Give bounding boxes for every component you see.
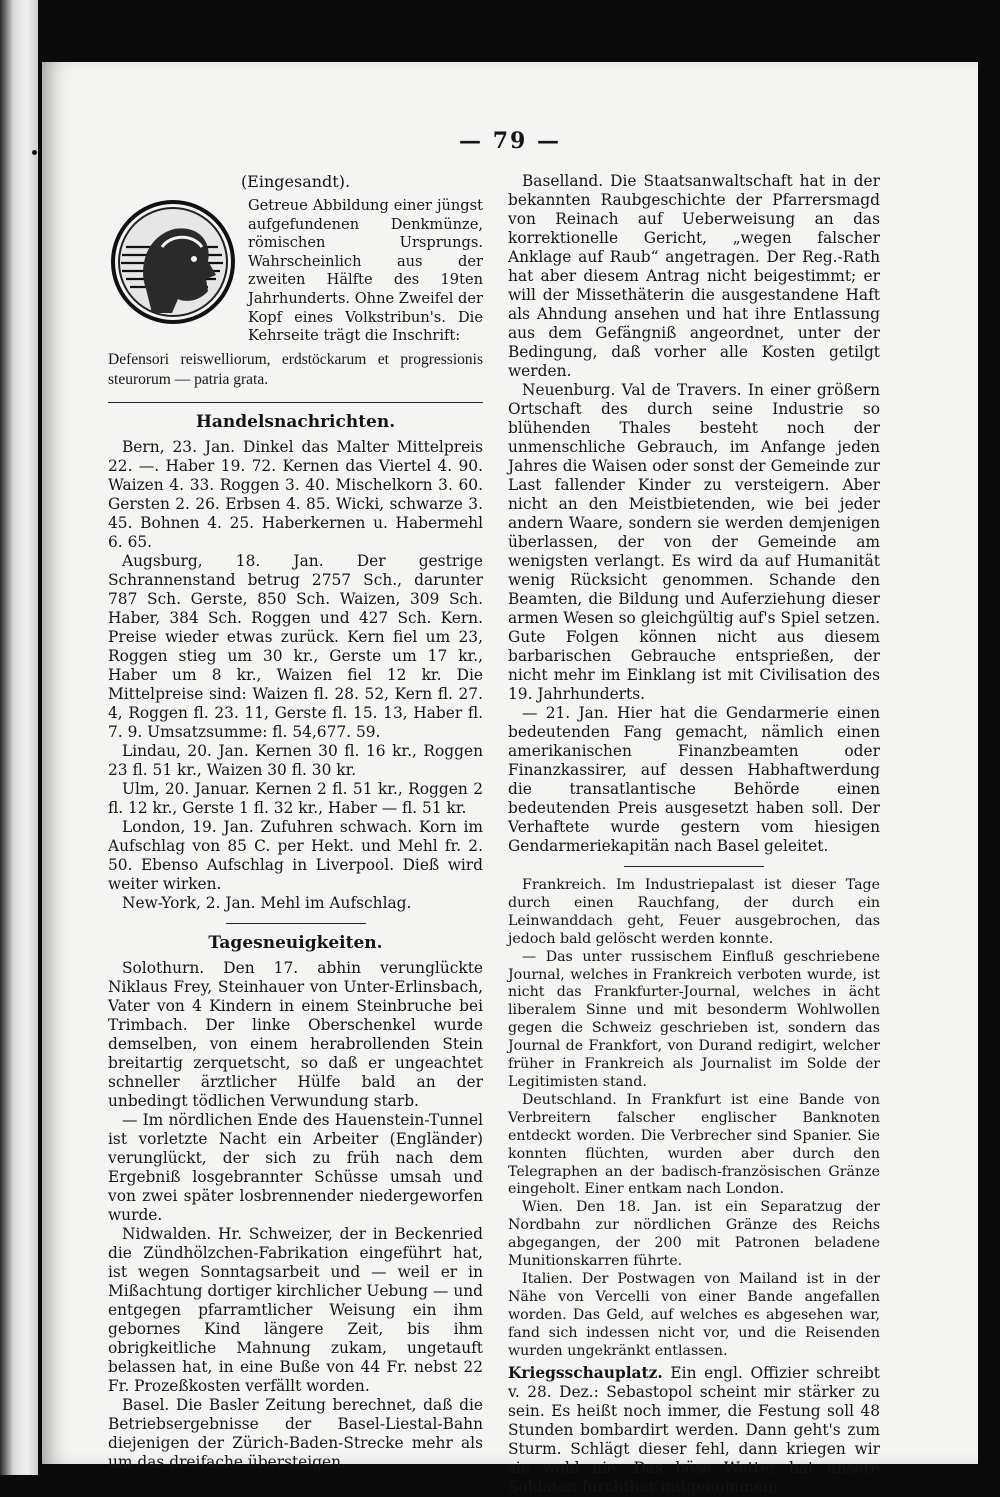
tages-hauenstein: — Im nördlichen Ende des Hauenstein-Tunnel ist vorletzte Nacht ein Arbeiter (Engländer) verunglückt, der sich zu früh nach dem Ergebniß losgebrannter Schüsse umsah und von zwei später losbrennender niedergeworfen wurde. <box>108 1110 483 1224</box>
right-column <box>508 172 880 1497</box>
article-wien: Wien. Den 18. Jan. ist ein Separatzug der Nordbahn zur nördlichen Gränze des Reichs abgegangen, der 200 mit Patronen beladene Munitionskarren führte. <box>508 1199 880 1270</box>
margin-mark <box>32 150 37 155</box>
tages-heading: Tagesneuigkeiten. <box>208 932 383 953</box>
short-divider <box>226 923 366 924</box>
handel-lindau: Lindau, 20. Jan. Kernen 30 fl. 16 kr., Roggen 23 fl. 51 kr., Waizen 30 fl. 30 kr. <box>108 741 483 779</box>
left-page-edge <box>0 0 38 1475</box>
article-neuenburg: Neuenburg. Val de Travers. In einer größern Ortschaft des durch seine Industrie so blühenden Thales besteht noch der unmenschliche Gebrauch, im Anfange jeden Jahres die Waisen oder sonst der Gemeinde zur Last fallender Kinder zu versteigern. Aber nicht an den Meistbietenden, wie bei jeder andern Waare, sondern sie werden demjenigen überlassen, der von der Gemeinde am wenigsten verlangt. Es wird da auf Humanität wenig Rücksicht genommen. Schande den Beamten, die Bildung und Auferziehung dieser armen Wesen so gleichgültig auf's Spiel setzen. Gute Folgen können nicht aus diesem barbarischen Gebrauche entsprießen, der nicht mehr im Einklang ist mit Civilisation des 19. Jahrhunderts. <box>508 381 880 703</box>
left-column <box>108 172 483 1472</box>
foreign-news <box>508 877 880 1360</box>
coin-description: Getreue Abbildung einer jüngst aufgefundenen Denkmünze, römischen Ursprungs. Wahrscheinlich aus der zweiten Hälfte des 19ten Jahrhunderts. Ohne Zweifel der Kopf eines Volkstribun's. Die Kehrseite trägt die Inschrift: <box>248 197 483 345</box>
krieg-block <box>508 1364 880 1497</box>
krieg-text: Ein engl. Offizier schreibt v. 28. Dez.: Sebastopol scheint mir stärker zu sein. Es heißt noch immer, die Festung soll 48 Stunden bombardirt werden. Dann geht's zum Sturm. Schlägt dieser fehl, dann kriegen wir sie wohl nie. Das böse Wetter hat unsere Soldaten furchtbar mitgenommen; <box>508 1364 880 1497</box>
article-21-jan: — 21. Jan. Hier hat die Gendarmerie einen bedeutenden Fang gemacht, nämlich einen amerikanischen Finanzbeamten oder Finanzkassirer, auf dessen Habhaftwerdung die transatlantische Behörde einen bedeutenden Preis ausgesetzt haben soll. Der Verhaftete wurde gestern vom hiesigen Gendarmeriekapitän nach Basel geleitet. <box>508 704 880 855</box>
article-frankreich: Frankreich. Im Industriepalast ist dieser Tage durch einen Rauchfang, der durch ein Leinwanddach geht, Feuer ausgebrochen, das jedoch bald gelöscht werden konnte. <box>508 877 880 947</box>
page-number: — 79 — <box>459 128 561 154</box>
handel-ulm: Ulm, 20. Januar. Kernen 2 fl. 51 kr., Roggen 2 fl. 12 kr., Gerste 1 fl. 32 kr., Haber — fl. 51 kr. <box>108 779 483 817</box>
tages-basel: Basel. Die Basler Zeitung berechnet, daß die Betriebsergebnisse der Basel-Liestal-Bahn diejenigen der Zürich-Baden-Strecke mehr als um das dreifache übersteigen. <box>108 1395 483 1471</box>
handel-bern: Bern, 23. Jan. Dinkel das Malter Mittelpreis 22. —. Haber 19. 72. Kernen das Viertel 4. 90. Waizen 4. 33. Roggen 3. 40. Mischelkorn 3. 60. Gersten 2. 26. Erbsen 4. 85. Wicki, schwarze 3. 45. Bohnen 4. 25. Haberkernen u. Habermehl 6. 65. <box>108 437 483 551</box>
tages-nidwalden: Nidwalden. Hr. Schweizer, der in Beckenried die Zündhölzchen-Fabrikation eingeführt hat, ist wegen Sonntagsarbeit und — weil er in Mißachtung dortiger kirchlicher Uebung — und entgegen pfarramtlicher Weisung ein ihm gebornes Kind längere Zeit, bis ihm obrigkeitliche Mahnung zukam, ungetauft belassen hat, in eine Buße von 44 Fr. nebst 22 Fr. Prozeßkosten verfällt worden. <box>108 1224 483 1395</box>
article-journal: — Das unter russischem Einfluß geschriebene Journal, welches in Frankreich verboten wurde, ist nicht das Frankfurter-Journal, welches in ächt liberalem Sinne und mit besonderm Wohlwollen gegen die Schweiz geschrieben ist, sondern das Journal de Frankfort, von Durand redigirt, welcher früher in Frankreich als Journalist im Solde der Legitimisten stand. <box>508 948 880 1090</box>
coin-illustration <box>108 197 238 327</box>
section-divider <box>108 402 483 403</box>
handel-newyork: New-York, 2. Jan. Mehl im Aufschlag. <box>122 893 412 912</box>
handel-heading: Handelsnachrichten. <box>195 411 396 432</box>
short-divider-right <box>624 866 764 867</box>
krieg-heading: Kriegsschauplatz. <box>508 1364 663 1383</box>
article-deutschland: Deutschland. In Frankfurt ist eine Bande von Verbreitern falscher englischer Banknoten entdeckt worden. Die Verbrecher sind Spanier. Sie konnten flüchten, wurden aber durch den Telegraphen an der badisch-französischen Gränze eingeholt. Einer entkam nach London. <box>508 1091 880 1198</box>
coin-block <box>108 197 483 346</box>
eingesandt-heading: (Eingesandt). <box>240 172 351 191</box>
tages-solothurn: Solothurn. Den 17. abhin verunglückte Niklaus Frey, Steinhauer von Unter-Erlinsbach, Vater von 4 Kindern in einem Steinbruche bei Trimbach. Der linke Oberschenkel wurde demselben, von einem herabrollenden Stein breitartig zerquetscht, so daß er ungeachtet schneller ärztlicher Hülfe bald an der unbedingt tödlichen Verwundung starb. <box>108 958 483 1110</box>
latin-inscription: Defensori reiswelliorum, erdstöckarum et progressionis steurorum — patria grata. <box>108 350 483 388</box>
handel-augsburg: Augsburg, 18. Jan. Der gestrige Schrannenstand betrug 2757 Sch., darunter 787 Sch. Gerste, 850 Sch. Waizen, 309 Sch. Haber, 384 Sch. Roggen und 427 Sch. Kern. Preise wieder etwas zurück. Kern fiel um 23, Roggen stieg um 30 kr., Gerste um 17 kr., Haber um 8 kr., Waizen fiel 12 kr. Die Mittelpreise sind: Waizen fl. 28. 52, Kern fl. 27. 4, Roggen fl. 23. 11, Gerste fl. 15. 13, Haber fl. 7. 9. Umsatzsumme: fl. 54,677. 59. <box>108 551 483 741</box>
article-italien: Italien. Der Postwagen von Mailand ist in der Nähe von Vercelli von einer Bande angefallen worden. Das Geld, auf welches es abgesehen war, fand sich indessen nicht vor, und die Reisenden wurden ungekränkt entlassen. <box>508 1270 880 1359</box>
handel-london: London, 19. Jan. Zufuhren schwach. Korn im Aufschlag von 85 C. per Hekt. und Mehl fr. 2. 50. Ebenso Aufschlag in Liverpool. Dieß wird weiter wirken. <box>108 817 483 893</box>
article-baselland: Baselland. Die Staatsanwaltschaft hat in der bekannten Raubgeschichte der Pfarrersmagd von Reinach auf Ueberweisung an das korrektionelle Gericht, „wegen falscher Anklage auf Raub“ angetragen. Der Reg.-Rath hat aber diesem Antrag nicht beigestimmt; er will der Missethäterin die ausgestandene Haft als Ahndung ansehen und hat ihre Entlassung aus dem Gefängniß angeordnet, unter der Bedingung, daß vorher alle Kosten getilgt werden. <box>508 172 880 380</box>
